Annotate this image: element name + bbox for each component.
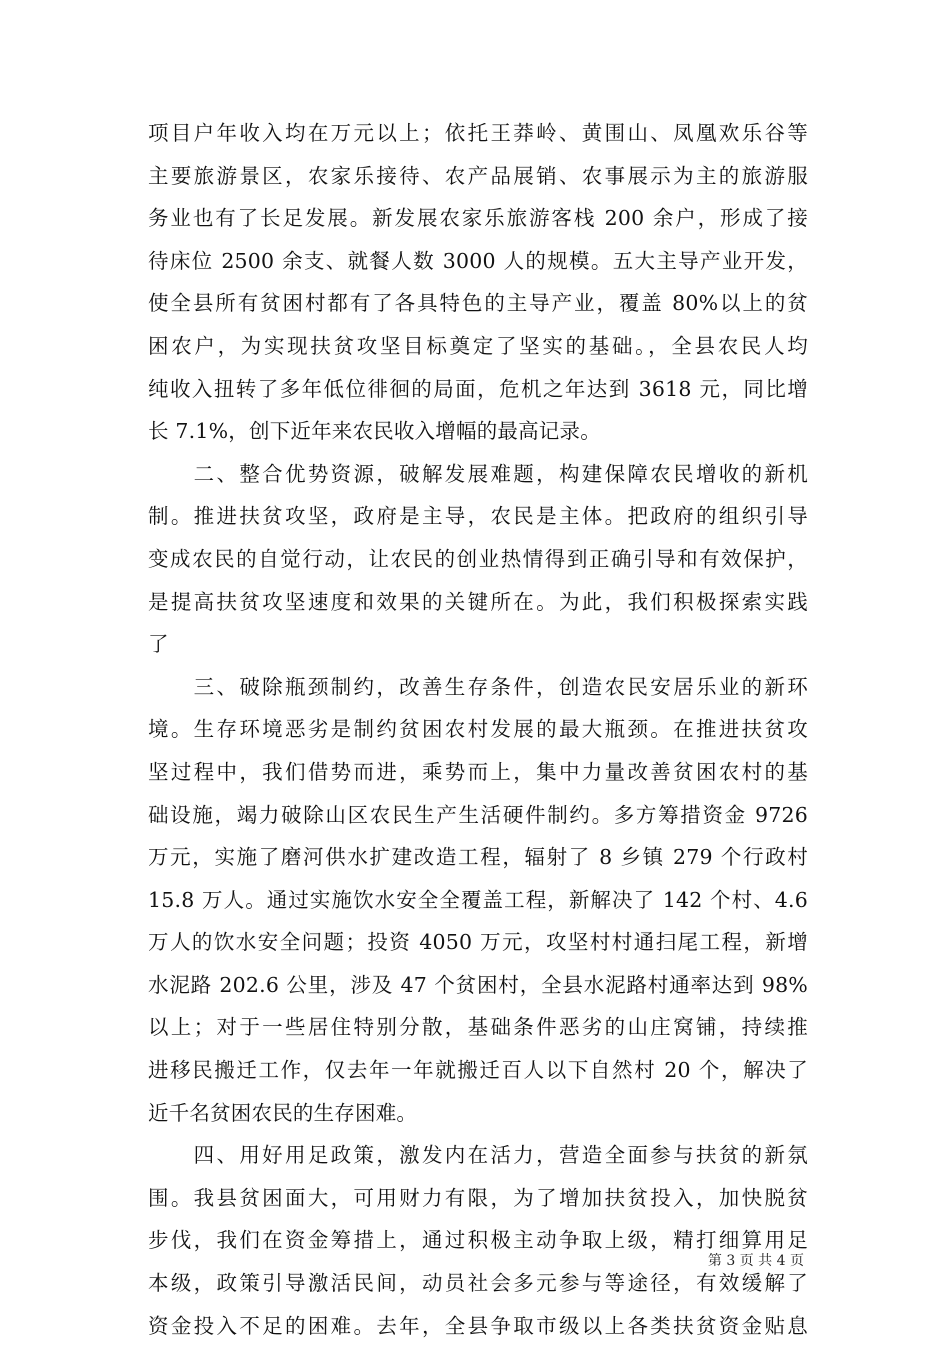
text-line: 万元，实施了磨河供水扩建改造工程，辐射了 8 乡镇 279 个行政村 bbox=[148, 845, 808, 870]
text-line: 以上；对于一些居住特别分散，基础条件恶劣的山庄窝铺，持续推 bbox=[148, 1015, 808, 1040]
text-line: 变成农民的自觉行动，让农民的创业热情得到正确引导和有效保护， bbox=[148, 546, 808, 571]
section-heading-line: 三、破除瓶颈制约，改善生存条件，创造农民安居乐业的新环 bbox=[148, 674, 808, 699]
text-line: 水泥路 202.6 公里，涉及 47 个贫困村，全县水泥路村通率达到 98% bbox=[148, 972, 808, 997]
text-line: 进移民搬迁工作，仅去年一年就搬迁百人以下自然村 20 个，解决了 bbox=[148, 1058, 808, 1083]
text-line: 是提高扶贫攻坚速度和效果的关键所在。为此，我们积极探索实践 bbox=[148, 589, 808, 614]
text-line: 资金投入不足的困难。去年，全县争取市级以上各类扶贫资金贴息 bbox=[148, 1313, 808, 1338]
text-line: 长 7.1%，创下近年来农民收入增幅的最高记录。 bbox=[148, 419, 601, 444]
text-line: 近千名贫困农民的生存困难。 bbox=[148, 1100, 418, 1125]
text-line: 步伐，我们在资金筹措上，通过积极主动争取上级，精打细算用足 bbox=[148, 1228, 808, 1253]
text-line: 本级，政策引导激活民间，动员社会多元参与等途径，有效缓解了 bbox=[148, 1271, 808, 1296]
text-line: 坚过程中，我们借势而进，乘势而上，集中力量改善贫困农村的基 bbox=[148, 759, 808, 784]
text-line: 务业也有了长足发展。新发展农家乐旅游客栈 200 余户，形成了接 bbox=[148, 206, 808, 231]
text-line: 纯收入扭转了多年低位徘徊的局面，危机之年达到 3618 元，同比增 bbox=[148, 376, 808, 401]
text-line: 境。生存环境恶劣是制约贫困农村发展的最大瓶颈。在推进扶贫攻 bbox=[148, 717, 808, 742]
document-body bbox=[148, 112, 808, 1347]
text-line: 使全县所有贫困村都有了各具特色的主导产业，覆盖 80%以上的贫 bbox=[148, 291, 808, 316]
text-line: 待床位 2500 余支、就餐人数 3000 人的规模。五大主导产业开发， bbox=[148, 248, 808, 273]
page-number: 第 3 页 共 4 页 bbox=[707, 1253, 804, 1269]
text-line: 了 bbox=[148, 632, 169, 657]
text-line: 困农户，为实现扶贫攻坚目标奠定了坚实的基础。，全县农民人均 bbox=[148, 333, 808, 358]
text-line: 围。我县贫困面大，可用财力有限，为了增加扶贫投入，加快脱贫 bbox=[148, 1185, 808, 1210]
text-line: 制。推进扶贫攻坚，政府是主导，农民是主体。把政府的组织引导 bbox=[148, 504, 808, 529]
section-heading-line: 二、整合优势资源，破解发展难题，构建保障农民增收的新机 bbox=[148, 461, 808, 486]
section-heading-line: 四、用好用足政策，激发内在活力，营造全面参与扶贫的新氛 bbox=[148, 1143, 808, 1168]
text-line: 础设施，竭力破除山区农民生产生活硬件制约。多方筹措资金 9726 bbox=[148, 802, 808, 827]
text-line: 15.8 万人。通过实施饮水安全全覆盖工程，新解决了 142 个村、4.6 bbox=[148, 887, 808, 912]
text-line: 万人的饮水安全问题；投资 4050 万元，攻坚村村通扫尾工程，新增 bbox=[148, 930, 808, 955]
text-line: 项目户年收入均在万元以上；依托王莽岭、黄围山、凤凰欢乐谷等 bbox=[148, 121, 808, 145]
text-line: 主要旅游景区，农家乐接待、农产品展销、农事展示为主的旅游服 bbox=[148, 163, 808, 188]
